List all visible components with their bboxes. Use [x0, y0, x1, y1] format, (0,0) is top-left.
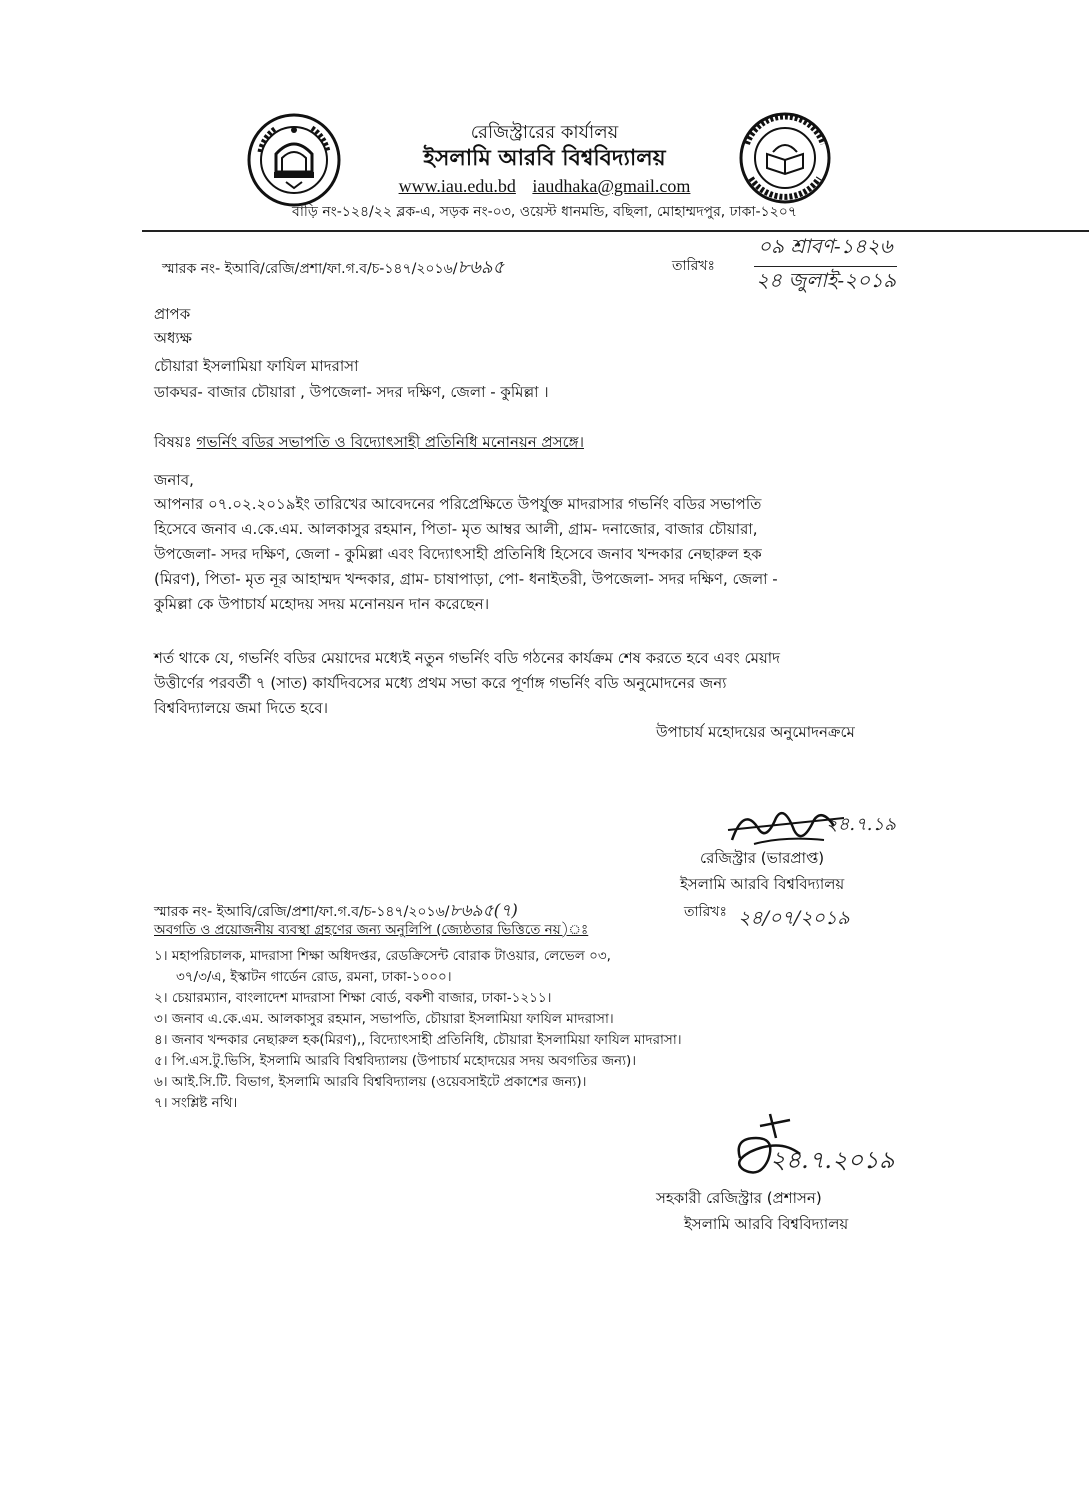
body-paragraph-2 [154, 646, 906, 721]
assistant-registrar-title: সহকারী রেজিস্ট্রার (প্রশাসন) [656, 1189, 822, 1207]
subject-text: গভর্নিং বডির সভাপতি ও বিদ্যোৎসাহী প্রতিনিধি মনোনয়ন প্রসঙ্গে। [196, 433, 584, 451]
memo-ref-handwritten: ৮৬৯৫ [457, 257, 505, 278]
copy-item: ৫। পি.এস.টু.ভিসি, ইসলামি আরবি বিশ্ববিদ্যালয় (উপাচার্য মহোদয়ের সদয় অবগতির জন্য)। [154, 1053, 637, 1069]
contact-links [0, 176, 1089, 197]
copy-heading: অবগতি ও প্রয়োজনীয় ব্যবস্থা গ্রহণের জন্য অনুলিপি (জ্যেষ্ঠতার ভিত্তিতে নয়)ঃ [154, 922, 589, 938]
subject-line [154, 430, 584, 455]
university-name: ইসলামি আরবি বিশ্ববিদ্যালয় [423, 145, 666, 171]
memo-ref-text: স্মারক নং- ইআবি/রেজি/প্রশা/ফা.গ.ব/চ-১৪৭/২০১৬/ [162, 261, 458, 277]
copy-date-handwritten: ২৪/০৭/২০১৯ [738, 907, 850, 929]
copy-item: ৬। আই.সি.টি. বিভাগ, ইসলামি আরবি বিশ্ববিদ্যালয় (ওয়েবসাইটে প্রকাশের জন্য)। [154, 1074, 587, 1090]
registrar-title: রেজিস্ট্রার (ভারপ্রাপ্ত) [700, 849, 825, 867]
recipient-address: ডাকঘর- বাজার চৌয়ারা , উপজেলা- সদর দক্ষিণ, জেলা - কুমিল্লা । [154, 383, 549, 401]
memo-date-bangla: ০৯ শ্রাবণ-১৪২৬ [754, 232, 897, 267]
copy-item: ৩৭/৩/এ, ইস্কাটন গার্ডেন রোড, রমনা, ঢাকা-১০০০। [176, 969, 452, 985]
copy-item: ১। মহাপরিচালক, মাদরাসা শিক্ষা অধিদপ্তর, রেডক্রিসেন্ট বোরাক টাওয়ার, লেভেল ০৩, [154, 948, 611, 964]
copy-list [154, 946, 834, 1114]
para2-line: শর্ত থাকে যে, গভর্নিং বডির মেয়াদের মধ্যেই নতুন গভর্নিং বডি গঠনের কার্যক্রম শেষ করতে হবে এবং মেয়াদ [154, 649, 781, 667]
memo-date-label: তারিখঃ [672, 258, 715, 274]
para1-line: আপনার ০৭.০২.২০১৯ইং তারিখের আবেদনের পরিপ্রেক্ষিতে উপর্যুক্ত মাদরাসার গভর্নিং বডির সভাপতি [154, 495, 762, 513]
para1-line: কুমিল্লা কে উপাচার্য মহোদয় সদয় মনোনয়ন দান করেছেন। [154, 595, 490, 613]
recipient-to: প্রাপক [154, 305, 191, 323]
para1-line: উপজেলা- সদর দক্ষিণ, জেলা - কুমিল্লা এবং বিদ্যোৎসাহী প্রতিনিধি হিসেবে জনাব খন্দকার নেছারুল হক [154, 545, 762, 563]
university-address: বাড়ি নং-১২৪/২২ ব্লক-এ, সড়ক নং-০৩, ওয়েস্ট ধানমন্ডি, বছিলা, মোহাম্মদপুর, ঢাকা-১২০৭ [292, 204, 797, 220]
recipient-institution: চৌয়ারা ইসলামিয়া ফাযিল মাদরাসা [154, 357, 359, 375]
para2-line: বিশ্ববিদ্যালয়ে জমা দিতে হবে। [154, 699, 328, 717]
header-divider [142, 230, 1089, 232]
seal-logo-right [737, 108, 833, 204]
assistant-registrar-org: ইসলামি আরবি বিশ্ববিদ্যালয় [684, 1215, 849, 1233]
recipient-title: অধ্যক্ষ [154, 329, 192, 347]
copy-item: ৪। জনাব খন্দকার নেছারুল হক(মিরণ),, বিদ্যোৎসাহী প্রতিনিধি, চৌয়ারা ইসলামিয়া ফাযিল মাদরাসা। [154, 1032, 682, 1048]
office-name: রেজিস্ট্রারের কার্যালয় [470, 122, 619, 143]
copy-item: ৭। সংশ্লিষ্ট নথি। [154, 1095, 238, 1111]
copy-ref-text: স্মারক নং- ইআবি/রেজি/প্রশা/ফা.গ.ব/চ-১৪৭/২০১৬/ [154, 904, 450, 920]
memo-ref [162, 253, 504, 284]
copy-date-label: তারিখঃ [684, 904, 727, 920]
copy-item: ৩। জনাব এ.কে.এম. আলকাসুর রহমান, সভাপতি, চৌয়ারা ইসলামিয়া ফাযিল মাদরাসা। [154, 1011, 614, 1027]
copy-ref-handwritten: ৮৬৯৫(৭) [449, 901, 518, 921]
approval-note: উপাচার্য মহোদয়ের অনুমোদনক্রমে [656, 723, 855, 741]
registrar-sign-date: ২৪.৭.১৯ [826, 814, 896, 835]
email-link[interactable]: iaudhaka@gmail.com [532, 176, 691, 196]
registrar-org: ইসলামি আরবি বিশ্ববিদ্যালয় [680, 875, 845, 893]
para1-line: (মিরণ), পিতা- মৃত নূর আহাম্মদ খন্দকার, গ্রাম- চাষাপাড়া, পো- ধনাইতরী, উপজেলা- সদর দক্ষিণ, জেলা - [154, 570, 778, 588]
assistant-registrar-sign-date: ২৪.৭.২০১৯ [770, 1146, 895, 1174]
subject-label: বিষয়ঃ [154, 433, 192, 451]
body-paragraph-1 [154, 492, 906, 617]
para2-line: উত্তীর্ণের পরবর্তী ৭ (সাত) কার্যদিবসের মধ্যে প্রথম সভা করে পূর্ণাঙ্গ গভর্নিং বডি অনুমোদনের জন্য [154, 674, 727, 692]
para1-line: হিসেবে জনাব এ.কে.এম. আলকাসুর রহমান, পিতা- মৃত আম্বর আলী, গ্রাম- দনাজোর, বাজার চৌয়ারা, [154, 520, 758, 538]
copy-item: ২। চেয়ারম্যান, বাংলাদেশ মাদরাসা শিক্ষা বোর্ড, বকশী বাজার, ঢাকা-১২১১। [154, 990, 552, 1006]
memo-date-english: ২৪ জুলাই-২০১৯ [756, 268, 897, 292]
salutation: জনাব, [154, 471, 194, 489]
website-link[interactable]: www.iau.edu.bd [398, 176, 516, 196]
